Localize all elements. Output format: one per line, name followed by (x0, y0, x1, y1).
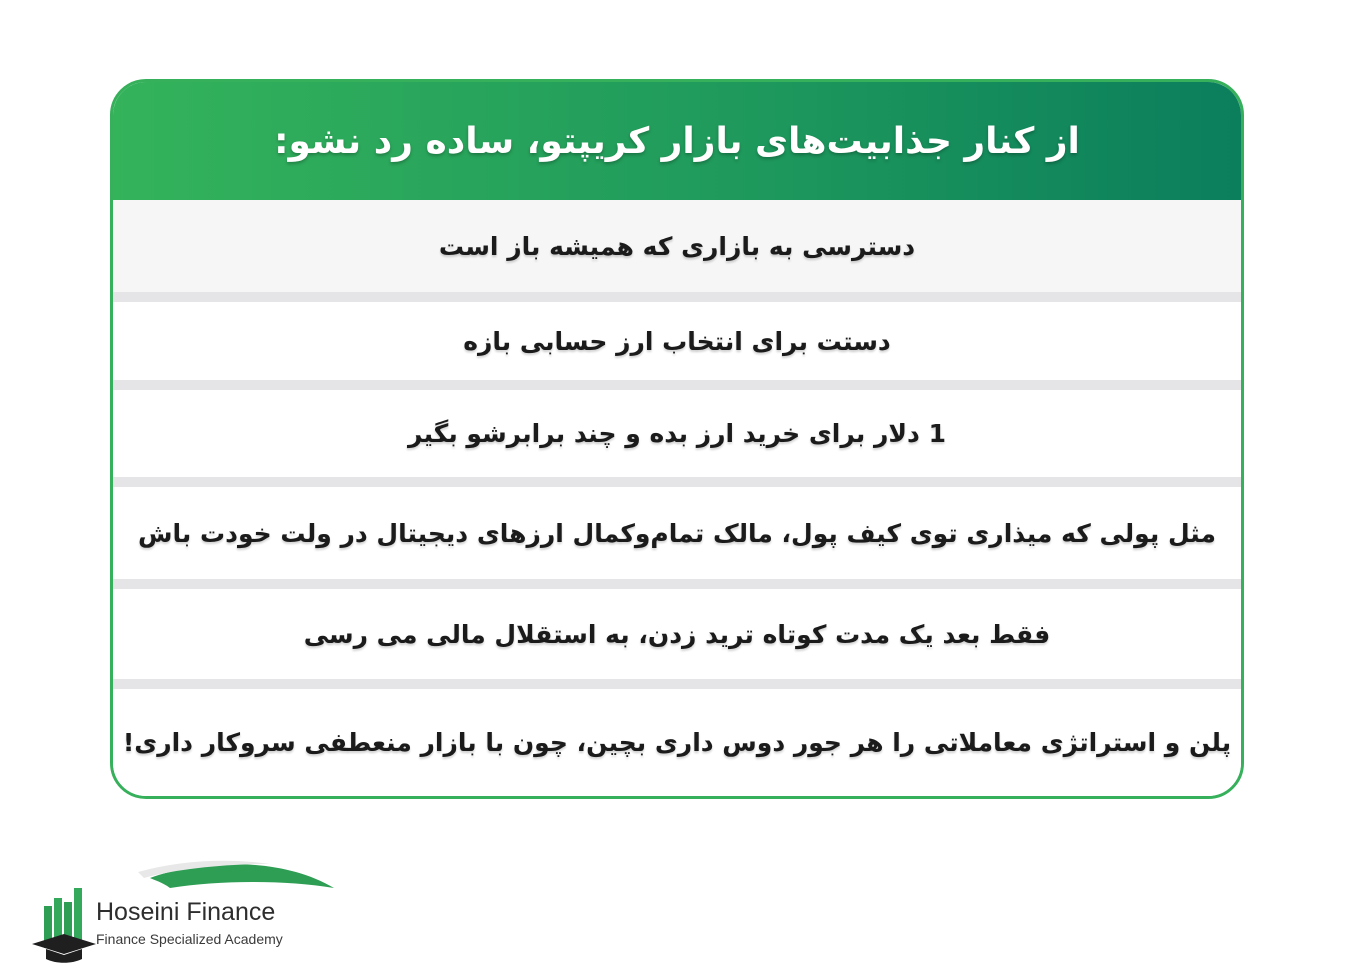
features-list (113, 200, 1241, 796)
brand-tagline: Finance Specialized Academy (96, 931, 283, 947)
list-item (113, 689, 1241, 796)
features-card (110, 79, 1244, 799)
list-item (113, 589, 1241, 689)
list-item (113, 200, 1241, 302)
brand-logo (30, 858, 350, 963)
list-item (113, 390, 1241, 487)
list-item (113, 302, 1241, 390)
list-item-text: دستت برای انتخاب ارز حسابی بازه (463, 326, 891, 356)
card-header (113, 82, 1241, 200)
list-item-text: پلن و استراتژی معاملاتی را هر جور دوس داری بچین، چون با بازار منعطفی سروکار داری! (122, 728, 1232, 757)
list-item-text: 1 دلار برای خرید ارز بده و چند برابرشو بگیر (408, 419, 946, 448)
brand-name: Hoseini Finance (96, 898, 276, 926)
list-item (113, 487, 1241, 589)
card-title: از کنار جذابیت‌های بازار کریپتو، ساده رد نشو: (274, 120, 1080, 162)
list-item-text: مثل پولی که میذاری توی کیف پول، مالک تمام‌وکمال ارزهای دیجیتال در ولت خودت باش (138, 518, 1216, 548)
list-item-text: دسترسی به بازاری که همیشه باز است (438, 231, 916, 261)
list-item-text: فقط بعد یک مدت کوتاه ترید زدن، به استقلال مالی می رسی (303, 619, 1051, 649)
